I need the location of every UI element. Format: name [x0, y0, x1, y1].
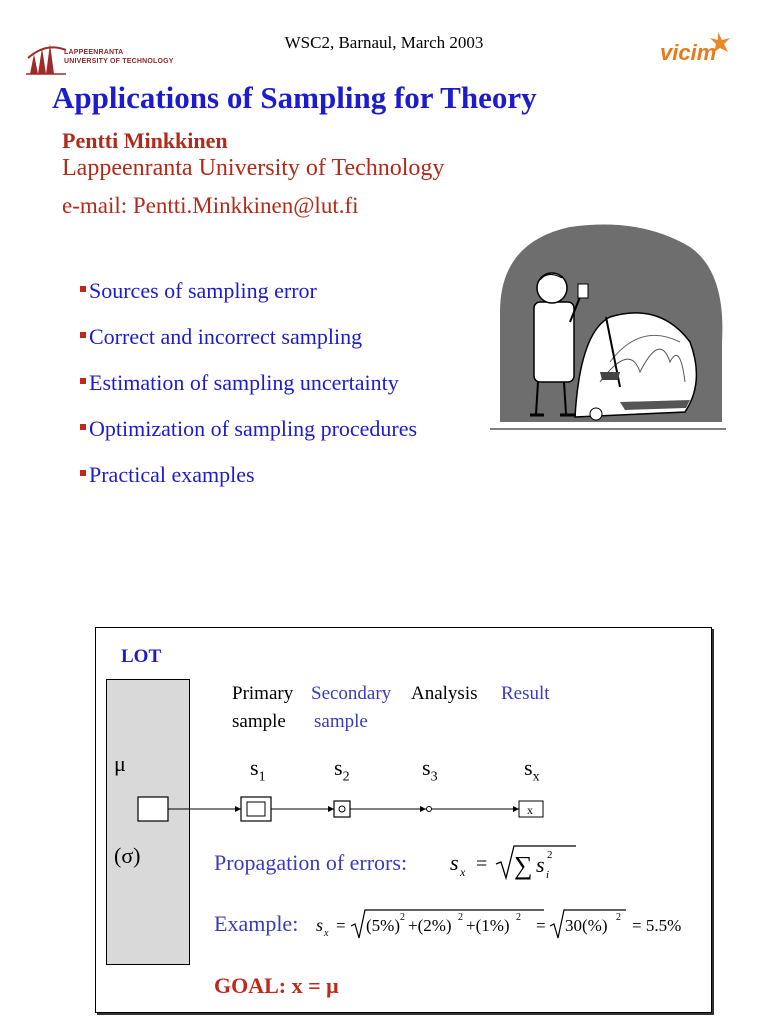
- lut-name-line2: UNIVERSITY OF TECHNOLOGY: [64, 58, 174, 65]
- analysis-label: Analysis: [411, 683, 478, 704]
- secondary-label-line2: sample: [314, 711, 368, 732]
- svg-text:2: 2: [616, 912, 621, 923]
- svg-text:=: =: [536, 916, 546, 935]
- svg-text:=: =: [476, 853, 488, 875]
- svg-text:s: s: [536, 852, 545, 877]
- example-result: = 5.5%: [632, 916, 682, 935]
- s1-label: $s_1$: [250, 755, 266, 785]
- secondary-label-line1: Secondary: [311, 683, 392, 704]
- result-box-label: x: [527, 803, 533, 817]
- vicim-logo: [660, 30, 740, 70]
- example-label: Example:: [214, 911, 299, 936]
- vicim-wordmark: vicim: [660, 40, 717, 65]
- bullet-text: Optimization of sampling procedures: [89, 416, 418, 441]
- propagation-label: Propagation of errors:: [214, 850, 408, 875]
- sx-label: $s_x$: [524, 755, 540, 785]
- svg-text:2: 2: [516, 912, 521, 923]
- analysis-point: [427, 807, 432, 812]
- bullet-square-icon: [80, 378, 86, 384]
- primary-label-line1: Primary: [232, 683, 294, 704]
- lot-label: LOT: [121, 646, 162, 667]
- result-label: Result: [501, 683, 550, 704]
- s2-label: $s_2$: [334, 755, 350, 785]
- bullet-text: Sources of sampling error: [89, 278, 317, 303]
- bullet-item: [80, 370, 399, 396]
- bullet-square-icon: [80, 286, 86, 292]
- lut-emblem-icon: [26, 40, 66, 76]
- goal-statement: GOAL: x = μ: [214, 973, 339, 998]
- bullet-item: [80, 278, 317, 304]
- bullet-item: [80, 324, 362, 350]
- lut-logo: [26, 40, 176, 76]
- sampling-flow: [96, 788, 711, 828]
- svg-text:2: 2: [458, 912, 463, 923]
- email-address: e-mail: Pentti.Minkkinen@lut.fi: [62, 193, 359, 218]
- svg-text:x: x: [324, 928, 329, 939]
- bullet-text: Estimation of sampling uncertainty: [89, 370, 399, 395]
- svg-text:2: 2: [400, 912, 405, 923]
- example-formula: [314, 906, 694, 946]
- svg-text:∑: ∑: [514, 851, 533, 880]
- bullet-square-icon: [80, 470, 86, 476]
- svg-text:s: s: [316, 915, 324, 935]
- propagation-formula: [448, 840, 578, 884]
- bullet-item: [80, 462, 255, 488]
- bullet-square-icon: [80, 424, 86, 430]
- svg-text:(5%): (5%): [366, 916, 400, 935]
- bullet-text: Correct and incorrect sampling: [89, 324, 363, 349]
- svg-text:=: =: [336, 916, 346, 935]
- lot-sample-box: [138, 797, 168, 821]
- lut-name-line1: LAPPEENRANTA: [64, 49, 124, 56]
- svg-text:2: 2: [547, 849, 553, 861]
- affiliation: Lappeenranta University of Technology: [62, 155, 445, 181]
- bullet-item: [80, 416, 417, 442]
- author-name: Pentti Minkkinen: [62, 128, 228, 153]
- bullet-square-icon: [80, 332, 86, 338]
- bullet-text: Practical examples: [89, 462, 255, 487]
- svg-text:+(1%): +(1%): [466, 916, 510, 935]
- svg-text:x: x: [460, 865, 466, 879]
- svg-text:i: i: [546, 869, 550, 881]
- primary-label-line2: sample: [232, 711, 286, 732]
- sampling-diagram: [95, 627, 712, 1013]
- svg-text:s: s: [450, 850, 459, 875]
- slide-title: Applications of Sampling for Theory: [52, 80, 537, 115]
- s3-label: $s_3$: [422, 755, 438, 785]
- header-text: WSC2, Barnaul, March 2003: [284, 33, 484, 52]
- scientist-cartoon-image: [490, 222, 726, 436]
- sigma-symbol: (σ): [114, 843, 141, 868]
- svg-text:+(2%): +(2%): [408, 916, 452, 935]
- mu-symbol: μ: [114, 751, 126, 776]
- svg-text:30(%): 30(%): [565, 916, 608, 935]
